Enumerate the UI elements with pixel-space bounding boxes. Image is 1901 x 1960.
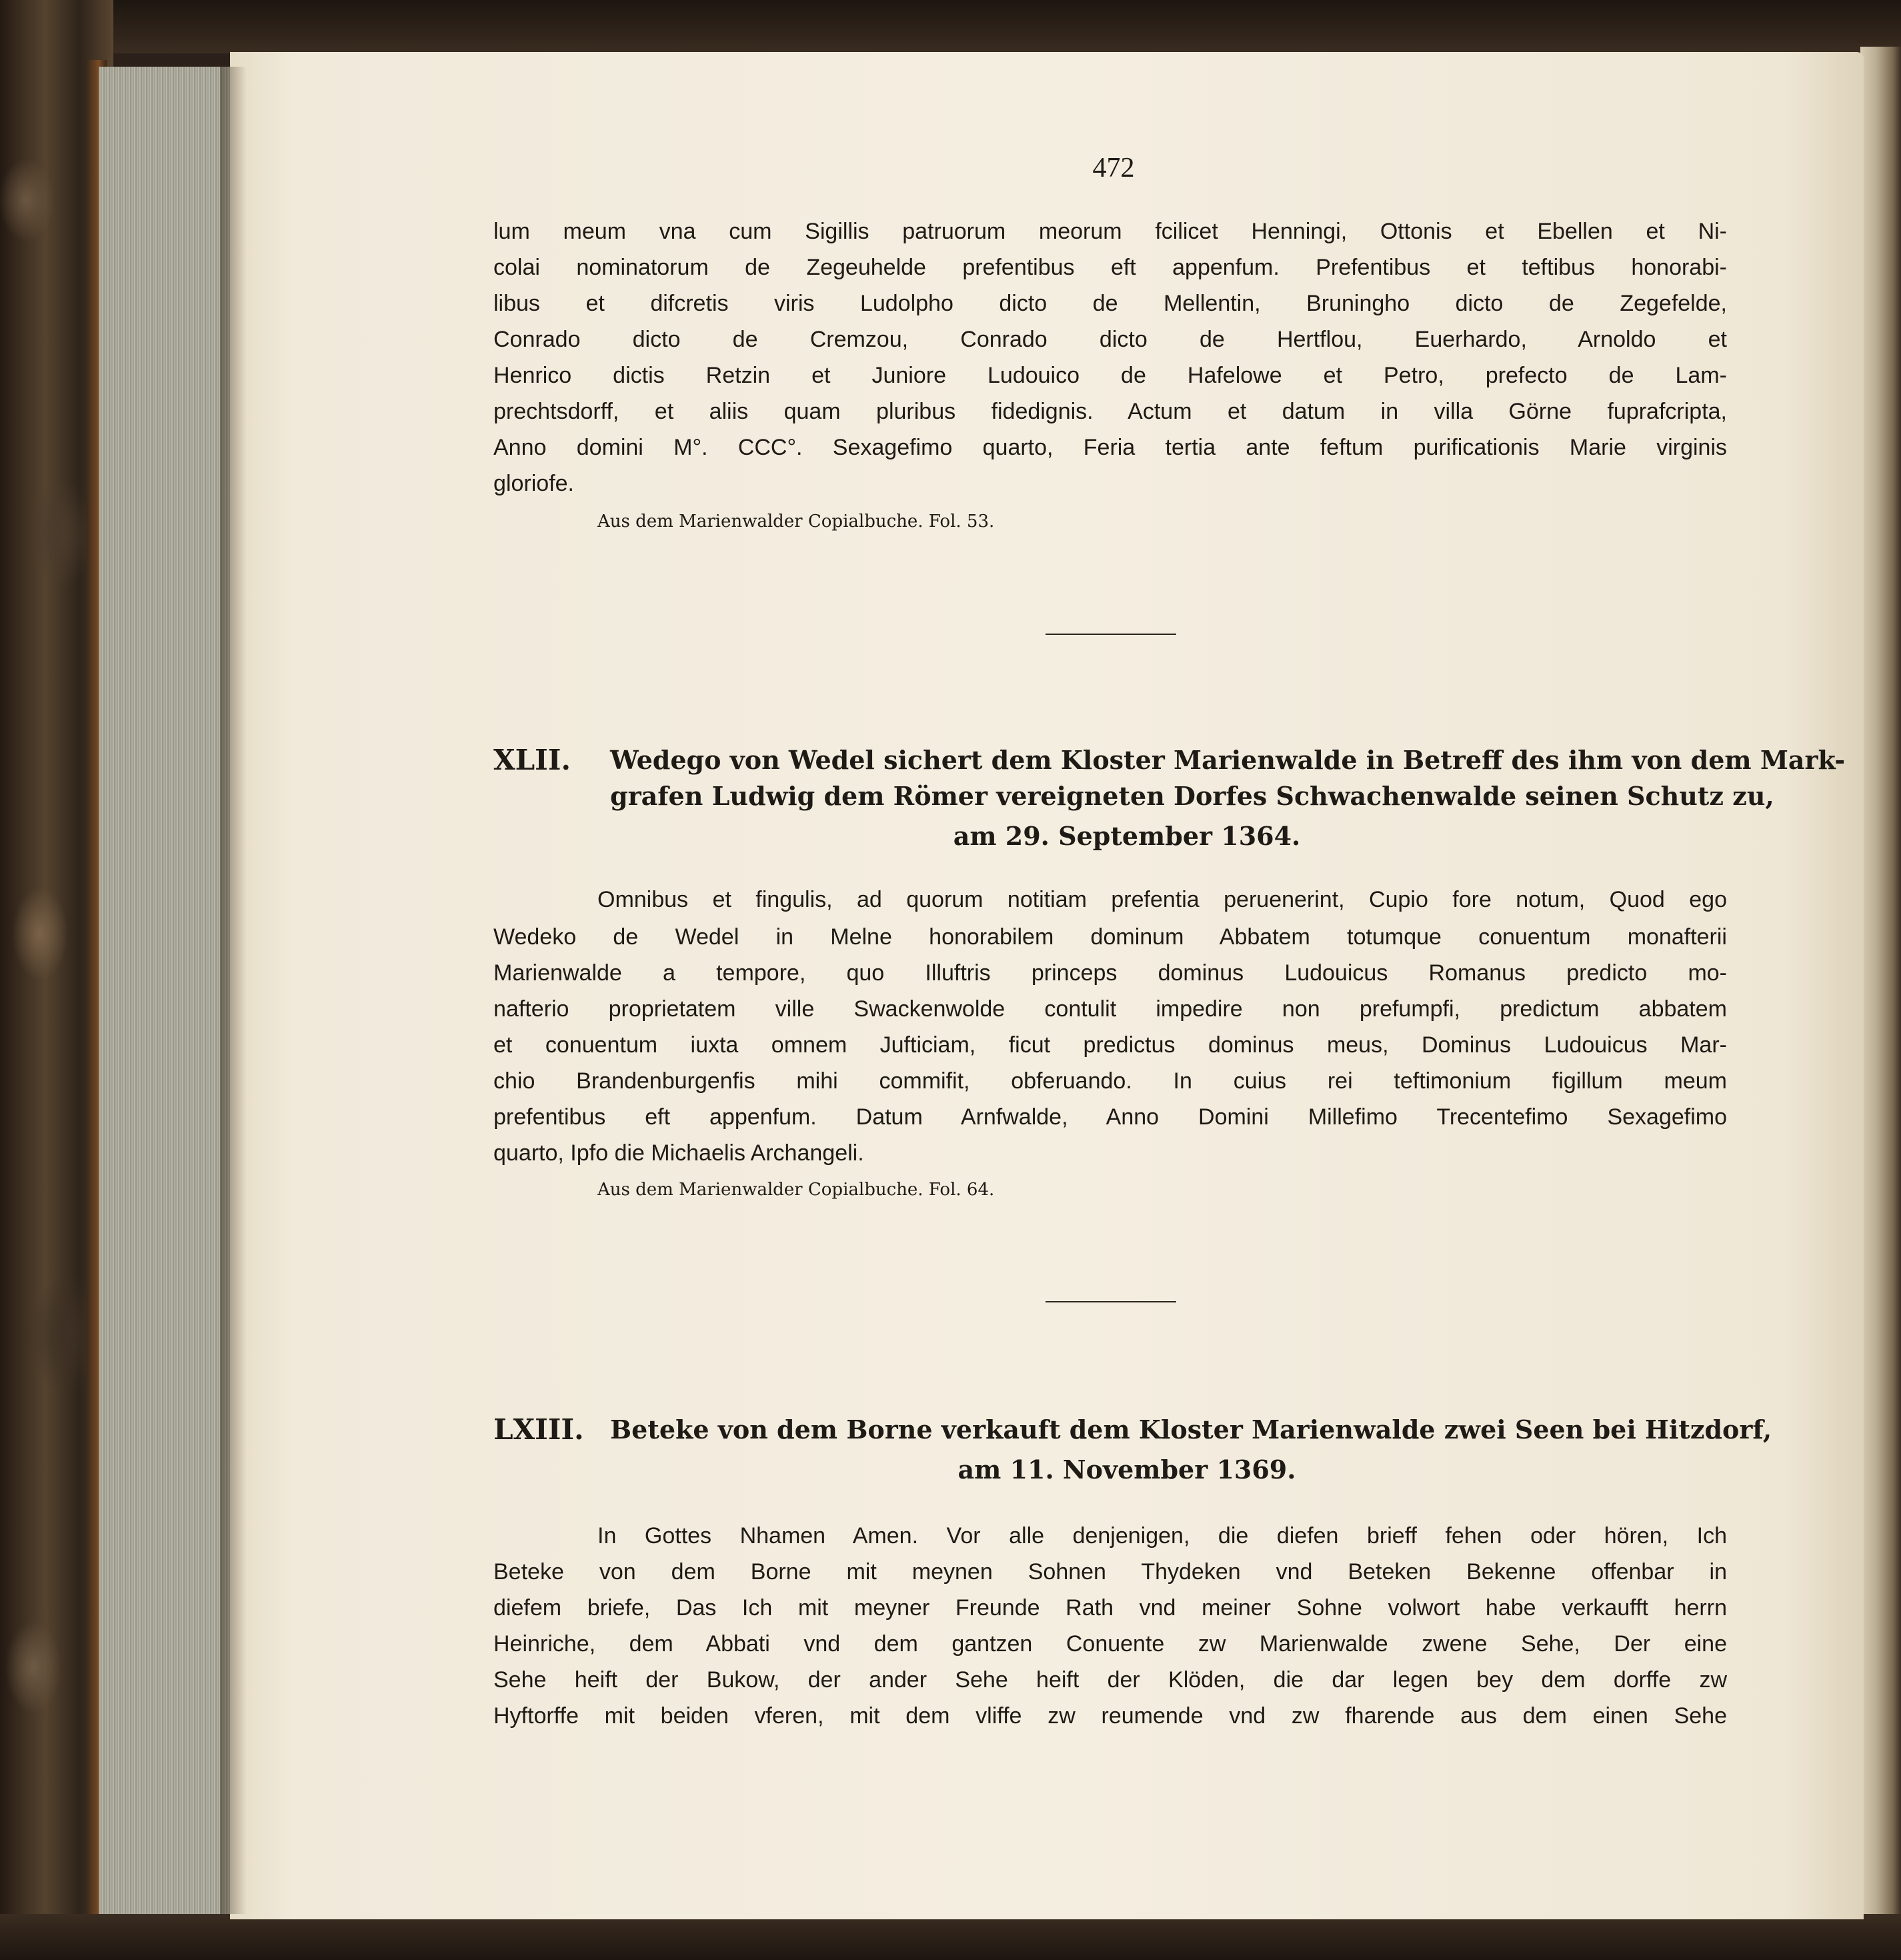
text-line: Beteke von dem Borne mit meynen Sohnen Thydeken vnd Beteken Bekenne offenbar in (493, 1559, 1727, 1585)
right-page-edge (1860, 47, 1901, 1934)
text-line: Marienwalde a tempore, quo Illuftris princeps dominus Ludouicus Romanus predicto mo- (493, 960, 1727, 986)
page-number: 472 (1092, 153, 1135, 183)
text-line: Hyftorffe mit beiden vferen, mit dem vliffe zw reumende vnd zw fharende aus dem einen Sehe (493, 1703, 1727, 1729)
book-bottom-edge (0, 1914, 1901, 1960)
text-line: lum meum vna cum Sigillis patruorum meorum fcilicet Henningi, Ottonis et Ebellen et Ni- (493, 219, 1727, 244)
text-line: chio Brandenburgenfis mihi commifit, obferuando. In cuius rei teftimonium figillum meum (493, 1068, 1727, 1094)
section-divider (1046, 1301, 1176, 1302)
text-line: quarto, Ipfo die Michaelis Archangeli. (493, 1140, 864, 1166)
source-citation: Aus dem Marienwalder Copialbuche. Fol. 53. (597, 512, 995, 532)
text-line: Omnibus et fingulis, ad quorum notitiam prefentia peruenerint, Cupio fore notum, Quod ego (597, 887, 1727, 912)
document-number: XLII. (493, 744, 571, 776)
gutter-shadow (220, 67, 247, 1914)
page-stack-edge (99, 67, 232, 1914)
source-citation: Aus dem Marienwalder Copialbuche. Fol. 64. (597, 1180, 995, 1200)
text-line: prefentibus eft appenfum. Datum Arnfwalde, Anno Domini Millefimo Trecentefimo Sexagefimo (493, 1104, 1727, 1130)
text-line: diefem briefe, Das Ich mit meyner Freunde Rath vnd meiner Sohne volwort habe verkaufft herrn (493, 1595, 1727, 1621)
text-line: In Gottes Nhamen Amen. Vor alle denjenigen, die diefen brieff fehen oder hören, Ich (597, 1523, 1727, 1549)
document-number: LXIII. (493, 1413, 584, 1446)
text-line: gloriofe. (493, 471, 574, 496)
text-line: et conuentum iuxta omnem Jufticiam, ficut predictus dominus meus, Dominus Ludouicus Mar- (493, 1032, 1727, 1058)
section-divider (1046, 634, 1176, 635)
text-line: nafterio proprietatem ville Swackenwolde contulit impedire non prefumpfi, predictum abbatem (493, 996, 1727, 1022)
document-title-line: Wedego von Wedel sichert dem Kloster Marienwalde in Betreff des ihm von dem Mark- (610, 745, 1846, 775)
document-title-line: Beteke von dem Borne verkauft dem Kloster Marienwalde zwei Seen bei Hitzdorf, (610, 1414, 1772, 1444)
document-title-line: grafen Ludwig dem Römer vereigneten Dorfes Schwachenwalde seinen Schutz zu, (610, 781, 1774, 811)
text-line: colai nominatorum de Zegeuhelde prefentibus eft appenfum. Prefentibus et teftibus honorabi- (493, 255, 1727, 280)
text-line: Sehe heift der Bukow, der ander Sehe heift der Klöden, die dar legen bey dem dorffe zw (493, 1667, 1727, 1693)
text-line: Heinriche, dem Abbati vnd dem gantzen Conuente zw Marienwalde zwene Sehe, Der eine (493, 1631, 1727, 1657)
book-top-edge (0, 0, 1901, 53)
text-line: Conrado dicto de Cremzou, Conrado dicto de Hertflou, Euerhardo, Arnoldo et (493, 327, 1727, 352)
document-date-line: am 11. November 1369. (958, 1454, 1296, 1485)
text-line: libus et difcretis viris Ludolpho dicto de Mellentin, Bruningho dicto de Zegefelde, (493, 291, 1727, 316)
text-line: Henrico dictis Retzin et Juniore Ludouico de Hafelowe et Petro, prefecto de Lam- (493, 363, 1727, 388)
document-date-line: am 29. September 1364. (953, 821, 1301, 851)
text-line: Anno domini M°. CCC°. Sexagefimo quarto, Feria tertia ante feftum purificationis Marie virginis (493, 435, 1727, 460)
text-line: Wedeko de Wedel in Melne honorabilem dominum Abbatem totumque conuentum monafterii (493, 924, 1727, 950)
text-line: prechtsdorff, et aliis quam pluribus fidedignis. Actum et datum in villa Görne fuprafcripta, (493, 399, 1727, 424)
